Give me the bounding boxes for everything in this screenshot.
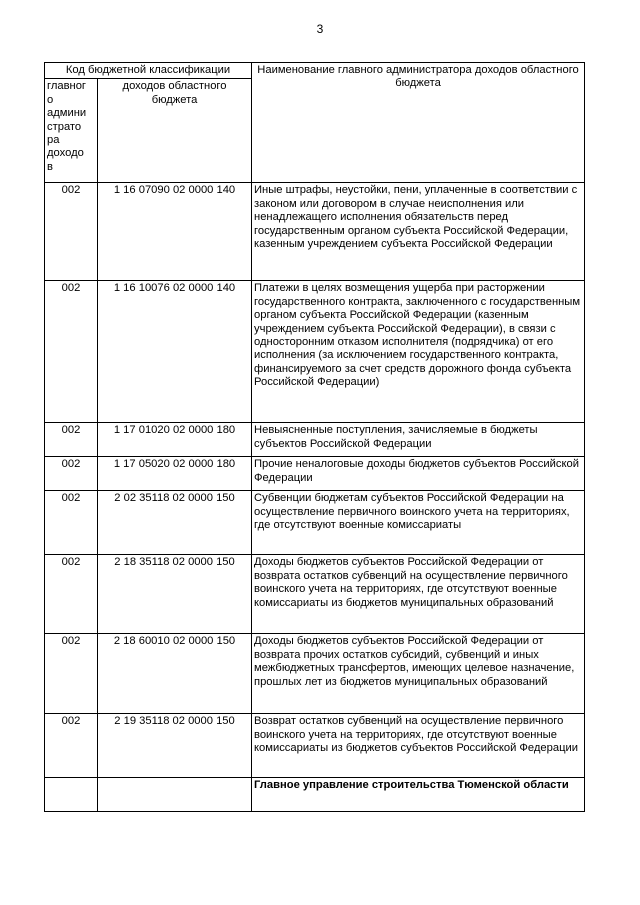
admin-code-cell: 002 bbox=[45, 634, 98, 714]
revenue-code-cell: 1 16 10076 02 0000 140 bbox=[98, 281, 252, 423]
admin-code-cell: 002 bbox=[45, 281, 98, 423]
table-row bbox=[45, 555, 585, 634]
revenue-name-cell: Доходы бюджетов субъектов Российской Федерации от возврата остатков субвенций на осуществление первичного воинского учета на территориях, где отсутствуют военные комиссариаты из бюджетов муниципальных образований bbox=[252, 555, 585, 634]
header-main-administrator-label: главного администратора доходов bbox=[47, 80, 87, 173]
table-row bbox=[45, 714, 585, 778]
revenue-name-cell: Возврат остатков субвенций на осуществление первичного воинского учета на территориях, где отсутствуют военные комиссариаты из бюджетов субъектов Российской Федерации bbox=[252, 714, 585, 778]
admin-code-cell: 002 bbox=[45, 183, 98, 281]
revenue-name-cell: Невыясненные поступления, зачисляемые в бюджеты субъектов Российской Федерации bbox=[252, 423, 585, 457]
revenue-code-cell: 2 18 60010 02 0000 150 bbox=[98, 634, 252, 714]
revenue-code-cell: 1 17 01020 02 0000 180 bbox=[98, 423, 252, 457]
section-heading: Главное управление строительства Тюменской области bbox=[252, 778, 585, 812]
budget-classification-table bbox=[44, 62, 585, 812]
revenue-name-cell: Иные штрафы, неустойки, пени, уплаченные в соответствии с законом или договором в случае неисполнения или ненадлежащего исполнения обязательств перед государственным органом субъекта Российской Федерации, казенным учреждением субъекта Российской Федерации bbox=[252, 183, 585, 281]
empty-cell bbox=[45, 778, 98, 812]
table-row bbox=[45, 491, 585, 555]
revenue-code-cell: 2 19 35118 02 0000 150 bbox=[98, 714, 252, 778]
admin-code-cell: 002 bbox=[45, 714, 98, 778]
revenue-name-cell: Субвенции бюджетам субъектов Российской Федерации на осуществление первичного воинского учета на территориях, где отсутствуют военные комиссариаты bbox=[252, 491, 585, 555]
admin-code-cell: 002 bbox=[45, 423, 98, 457]
revenue-name-cell: Прочие неналоговые доходы бюджетов субъектов Российской Федерации bbox=[252, 457, 585, 491]
admin-code-cell: 002 bbox=[45, 457, 98, 491]
revenue-name-cell: Платежи в целях возмещения ущерба при расторжении государственного контракта, заключенного с государственным органом субъекта Российской Федерации (казенным учреждением субъекта Российской Федерации), в связи с односторонним отказом исполнителя (подрядчика) от его исполнения (за исключением государственного контракта, финансируемого за счет средств дорожного фонда субъекта Российской Федерации) bbox=[252, 281, 585, 423]
table-row bbox=[45, 183, 585, 281]
header-budget-classification-code: Код бюджетной классификации bbox=[45, 63, 252, 79]
revenue-code-cell: 1 17 05020 02 0000 180 bbox=[98, 457, 252, 491]
revenue-name-cell: Доходы бюджетов субъектов Российской Федерации от возврата прочих остатков субсидий, субвенций и иных межбюджетных трансфертов, имеющих целевое назначение, прошлых лет из бюджетов муниципальных образований bbox=[252, 634, 585, 714]
table-header-row-group bbox=[45, 63, 585, 79]
header-regional-budget-revenue: доходов областного бюджета bbox=[98, 79, 252, 183]
revenue-code-cell: 1 16 07090 02 0000 140 bbox=[98, 183, 252, 281]
table-row bbox=[45, 281, 585, 423]
header-main-administrator bbox=[45, 79, 98, 183]
empty-cell bbox=[98, 778, 252, 812]
section-heading-row bbox=[45, 778, 585, 812]
header-administrator-name: Наименование главного администратора доходов областного бюджета bbox=[252, 63, 585, 183]
table-row bbox=[45, 423, 585, 457]
page-number: 3 bbox=[316, 22, 324, 36]
table-row bbox=[45, 457, 585, 491]
revenue-code-cell: 2 18 35118 02 0000 150 bbox=[98, 555, 252, 634]
admin-code-cell: 002 bbox=[45, 555, 98, 634]
table-row bbox=[45, 634, 585, 714]
admin-code-cell: 002 bbox=[45, 491, 98, 555]
revenue-code-cell: 2 02 35118 02 0000 150 bbox=[98, 491, 252, 555]
